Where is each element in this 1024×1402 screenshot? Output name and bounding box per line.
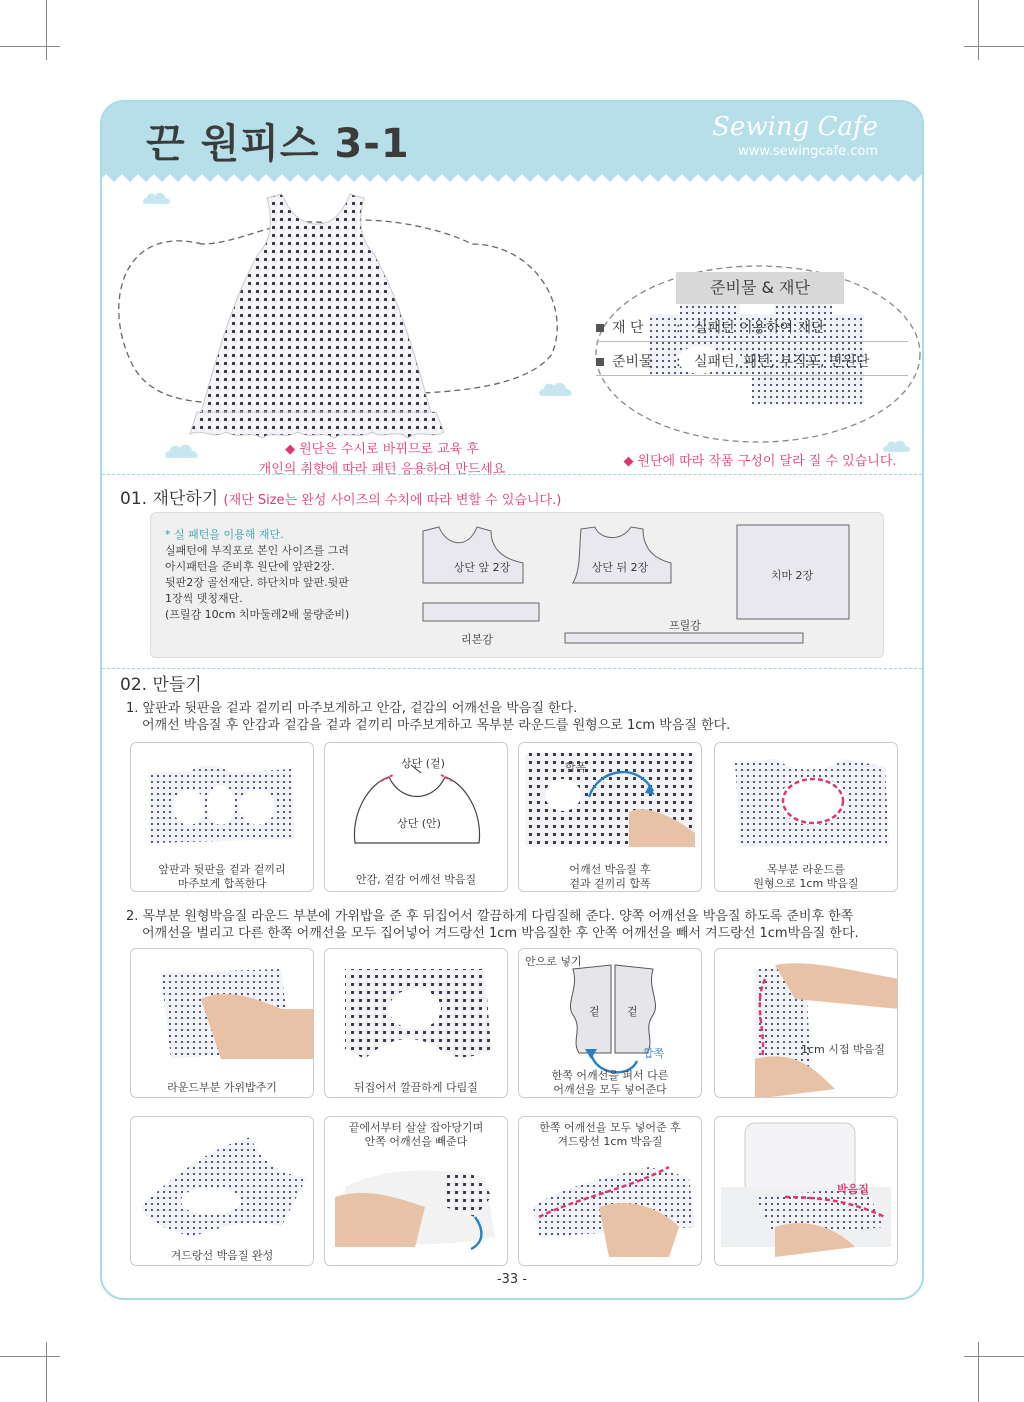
crop-mark <box>978 1342 979 1402</box>
photo-caption <box>519 863 701 891</box>
cutting-note-line: 뒷판2장 골선재단. 하단치마 앞판.뒷판 <box>165 576 349 589</box>
prep-sep: : <box>676 320 681 336</box>
prep-key: 재 단 <box>612 320 644 336</box>
bullet-icon <box>596 358 604 366</box>
label-join: 합쪽 <box>643 1047 665 1060</box>
cutting-note-line: 아시패턴을 준비후 원단에 앞판2장. <box>165 560 335 573</box>
cutting-note-line: 1장씩 뎃칭재단. <box>165 592 243 605</box>
fabric-note-right <box>600 452 920 472</box>
prep-value: 실패턴 이용하여 재단 <box>694 320 825 336</box>
ribbon-piece-shape <box>423 603 539 621</box>
crop-mark <box>964 1356 1024 1357</box>
crop-mark <box>978 0 979 60</box>
caption-line: 원형으로 1cm 박음질 <box>753 877 859 890</box>
caption-line: 한쪽 어깨선을 펴서 다른 <box>551 1069 669 1082</box>
caption-line: 어깨선 박음질 후 <box>569 863 651 876</box>
label-outer-left: 겉 <box>589 1005 600 1018</box>
photo-step3-a <box>130 1116 314 1266</box>
section-making-title: 02. 만들기 <box>120 675 202 695</box>
caption-line: 마주보게 합폭한다 <box>177 877 267 890</box>
label-seam: 1cm 시접 박음질 <box>801 1043 885 1056</box>
photo-caption <box>519 1121 701 1149</box>
photo-step3-c <box>518 1116 702 1266</box>
photo-sewing-machine <box>715 1117 898 1266</box>
header-band <box>102 102 922 172</box>
photo-step1-b <box>324 742 508 892</box>
photo-step1-d <box>714 742 898 892</box>
cutting-diagram <box>150 512 884 658</box>
brand-url: www.sewingcafe.com <box>738 144 878 159</box>
step1-text <box>126 700 730 734</box>
page-title: 끈 원피스 3-1 <box>146 121 410 167</box>
zigzag-edge <box>102 172 922 184</box>
photo-seam-allowance <box>715 949 898 1098</box>
section-cutting-title <box>120 484 561 509</box>
photo-step2-b <box>324 948 508 1098</box>
caption-line: 겨드랑선 1cm 박음질 <box>557 1135 663 1148</box>
label-ribbon: 리본감 <box>461 633 493 646</box>
caption-line: 어깨선을 모두 넣어준다 <box>553 1083 667 1096</box>
section-title-text: 01. 재단하기 <box>120 489 219 509</box>
photo-step3-d <box>714 1116 898 1266</box>
cloud-decoration <box>538 380 574 398</box>
label-insert: 안으로 넣기 <box>525 955 582 968</box>
step2-line1: 2. 목부분 원형박음질 라운드 부분에 가위밥을 준 후 뒤집어서 깔끔하게 다림질해 준다. 양쪽 어깨선을 박음질 하도록 준비후 한쪽 <box>126 909 854 924</box>
caption-line: 안쪽 어깨선을 빼준다 <box>364 1135 468 1148</box>
frill-piece-shape <box>565 633 803 643</box>
caption-line: 끝에서부터 살살 잡아당기며 <box>348 1121 484 1134</box>
photo-caption: 뒤집어서 깔끔하게 다림질 <box>354 1081 478 1094</box>
pattern-shapes <box>151 513 885 659</box>
step2-text <box>126 908 859 942</box>
prep-key: 준비물 <box>612 354 653 370</box>
diamond-icon: ◆ <box>623 454 634 469</box>
brand-name: Sewing Cafe <box>712 112 878 142</box>
step1-line2: 어깨선 박음질 후 안감과 겉감을 겉과 겉끼리 마주보게하고 목부분 라운드를 원형으로 1cm 박음질 한다. <box>142 718 731 733</box>
caption-line: 앞판과 뒷판을 겉과 겉끼리 <box>158 863 286 876</box>
label-outer-right: 겉 <box>627 1005 638 1018</box>
prep-row-cutting <box>596 316 908 342</box>
cloud-decoration <box>164 442 200 460</box>
page-number: -33 - <box>496 1272 528 1287</box>
photo-pressed-piece <box>325 949 508 1098</box>
photo-caption <box>325 1121 507 1149</box>
cutting-note-line: 실패턴에 부직포로 본인 사이즈를 그려 <box>165 544 350 557</box>
section-divider <box>102 474 922 475</box>
page-card <box>100 100 924 1300</box>
label-inner: 상단 (안) <box>397 817 441 830</box>
note-left-line2: 개인의 취향에 따라 패턴 응용하여 만드세요 <box>258 462 506 477</box>
note-right: 원단에 따라 작품 구성이 달라 질 수 있습니다. <box>637 454 897 469</box>
note-left-line1: 원단은 수시로 바뀌므로 교육 후 <box>299 442 479 457</box>
step2-line2: 어깨선을 벌리고 다른 한쪽 어깨선을 모두 집어넣어 겨드랑선 1cm 박음질한 후 안쪽 어깨선을 빼서 겨드랑선 1cm박음질 한다. <box>142 926 859 941</box>
photo-underarm-done <box>131 1117 314 1266</box>
prep-title: 준비물 & 재단 <box>676 272 844 304</box>
label-join: 합폭 <box>565 761 587 774</box>
diamond-icon: ◆ <box>285 442 296 457</box>
caption-line: 겉과 겉끼리 합폭 <box>569 877 651 890</box>
caption-line: 한쪽 어깨선을 모두 넣어준 후 <box>539 1121 681 1134</box>
crop-mark <box>46 1342 47 1402</box>
prep-row-materials <box>596 350 908 376</box>
cutting-note-line: (프릴감 10cm 치마둘레2배 물량준비) <box>165 608 350 621</box>
caption-line: 목부분 라운드를 <box>767 863 845 876</box>
prep-value: 실패턴, 패턴, 부직포, 면원단 <box>694 354 870 370</box>
photo-caption: 라운드부분 가위밥주기 <box>167 1081 277 1094</box>
photo-step2-d <box>714 948 898 1098</box>
hero-section <box>102 184 922 484</box>
crop-mark <box>0 46 60 47</box>
photo-caption: 안감, 겉감 어깨선 박음질 <box>355 873 477 886</box>
label-front: 상단 앞 2장 <box>453 561 511 574</box>
bullet-icon <box>596 324 604 332</box>
cloud-decoration <box>142 190 172 206</box>
photo-step2-c <box>518 948 702 1098</box>
label-frill: 프릴감 <box>669 619 701 632</box>
photo-step3-b <box>324 1116 508 1266</box>
crop-mark <box>964 46 1024 47</box>
photo-clip-curve <box>131 949 314 1098</box>
label-outer: 상단 (겉) <box>401 757 445 770</box>
photo-caption: 겨드랑선 박음질 완성 <box>170 1249 274 1262</box>
label-skirt: 치마 2장 <box>770 569 814 582</box>
photo-caption <box>715 863 897 891</box>
crop-mark <box>0 1356 60 1357</box>
label-stitch: 박음질 <box>837 1183 869 1196</box>
photo-step1-a <box>130 742 314 892</box>
photo-step2-a <box>130 948 314 1098</box>
label-back: 상단 뒤 2장 <box>591 561 649 574</box>
step1-line1: 1. 앞판과 뒷판을 겉과 겉끼리 마주보게하고 안감, 겉감의 어깨선을 박음질 한다. <box>126 701 578 716</box>
photo-step1-c <box>518 742 702 892</box>
section-divider <box>102 668 922 669</box>
photo-caption <box>131 863 313 891</box>
photo-caption <box>519 1069 701 1097</box>
crop-mark <box>46 0 47 60</box>
prep-sep: : <box>676 354 681 370</box>
section-subtitle: (재단 Size는 완성 사이즈의 수치에 따라 변할 수 있습니다.) <box>223 493 562 508</box>
cutting-note-head: * 실 패턴을 이용해 재단. <box>165 528 284 541</box>
brand-logo <box>712 112 878 159</box>
